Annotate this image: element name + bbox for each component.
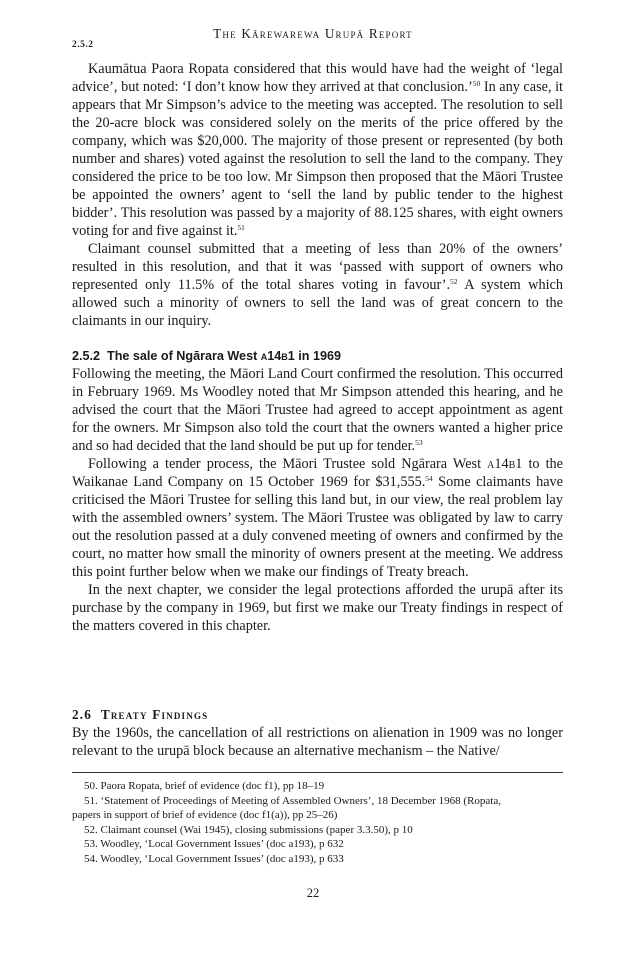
footnote: 53. Woodley, ‘Local Government Issues’ (doc a193), p 632	[84, 838, 344, 851]
paragraph: By the 1960s, the cancellation of all restrictions on alienation in 1909 was no longer relevant to the urupā block because an alternative mechanism – the Native/	[72, 725, 563, 759]
footnote-ref[interactable]: 53	[415, 438, 423, 447]
section-2-5-2	[72, 347, 563, 635]
footnote: 52. Claimant counsel (Wai 1945), closing submissions (paper 3.3.50), p 10	[84, 823, 413, 836]
footnote-ref[interactable]: 52	[450, 277, 458, 286]
footnote: 54. Woodley, ‘Local Government Issues’ (doc a193), p 633	[84, 852, 344, 865]
section-heading: 2.5.2 The sale of Ngārara West a14b1 in 1969	[72, 349, 341, 363]
footnote-ref[interactable]: 50	[472, 79, 481, 88]
paragraph: Kaumātua Paora Ropata considered that this would have had the weight of ‘legal advice’, but noted: ‘I don’t know how they arrived at that conclusion.’$^{50}$ In any case, it appears that Mr Simpson’s advice to the meeting was accepted. The resolution to sell the 20-acre block was considered solely on the merits of the price offered by the company, which was $20,000. The majority of those present or represented (by both number and shares) voted against the resolution to sell the land to the company. They considered the price to be too low. Mr Simpson then proposed that the Māori Trustee be appointed the owners’ agent to ‘sell the land by public tender to the highest bidder’. This resolution was passed by a majority of 88.125 shares, with eight owners voting for and five against it.$^{51}$	[72, 61, 563, 239]
footnote: 50. Paora Ropata, brief of evidence (doc f1), pp 18–19	[84, 780, 325, 792]
footnote: 51. ‘Statement of Proceedings of Meeting of Assembled Owners’, 18 December 1968 (Ropata,	[84, 794, 501, 807]
footnote-divider	[72, 772, 563, 773]
paragraph: Following a tender process, the Māori Trustee sold Ngārara West a14b1 to the Waikanae Land Company on 15 October 1969 for $31,555.54 Some claimants have criticised the Māori Trustee for selling this land but, in our view, the real problem lay with the assembled owners’ system. The Māori Trustee was obligated by law to carry out the resolution passed at a duly convened meeting of owners and confirmed by the court, no matter how small the minority of owners present at the meeting. We address this point further below when we make our findings of Treaty breach.	[72, 456, 563, 580]
footnotes	[72, 779, 563, 867]
footnote-ref[interactable]: 54	[425, 474, 433, 483]
section-heading: 2.6 Treaty Findings	[72, 707, 209, 722]
paragraph: Claimant counsel submitted that a meeting of less than 20% of the owners’ resulted in this resolution, and that it was ‘passed with support of owners who represented only 11.5% of the total shares voting in favour’.$^{52}$ A system which allowed such a minority of owners to sell the land was of great concern to the claimants in our inquiry.	[72, 241, 563, 329]
footnote-continuation: papers in support of brief of evidence (doc f1(a)), pp 25–26)	[72, 809, 338, 822]
paragraph: In the next chapter, we consider the legal protections afforded the urupā after its purchase by the company in 1969, but first we make our Treaty findings in respect of the matters covered in this chapter.	[72, 582, 563, 634]
section-2-6	[72, 706, 563, 760]
page-number: 22	[306, 886, 320, 900]
paragraph: Following the meeting, the Māori Land Court confirmed the resolution. This occurred in February 1969. Ms Woodley noted that Mr Simpson attended this hearing, and he advised the court that the Māori Trustee had agreed to accept appointment as agent for the owners. Mr Simpson also told the court that the owners wanted a higher price and so had decided that the land should be put up for tender.$^{53}$	[72, 366, 563, 454]
body-text-top	[72, 60, 563, 330]
section-marker: 2.5.2	[72, 40, 94, 50]
footnote-ref[interactable]: 51	[237, 223, 245, 232]
running-header: The Kārewarewa Urupā Report	[213, 26, 413, 41]
